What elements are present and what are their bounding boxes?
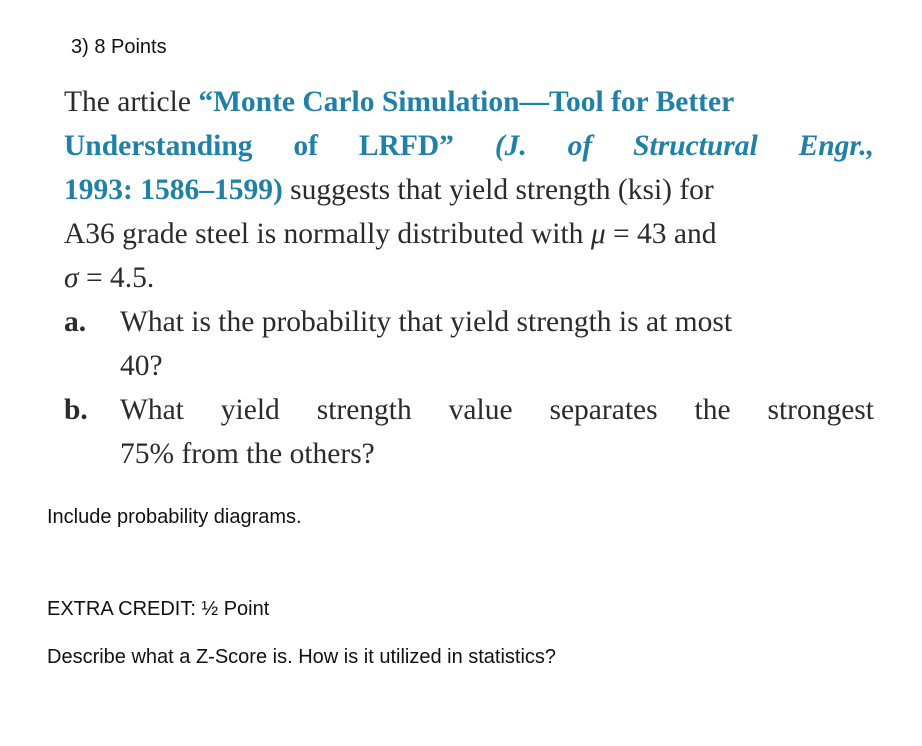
part-b — [64, 388, 874, 476]
journal-citation: (J. of Structural Engr., — [494, 130, 875, 162]
include-diagrams-instruction: Include probability diagrams. — [47, 506, 302, 528]
extra-credit-label: EXTRA CREDIT: ½ Point — [47, 598, 270, 620]
mu-symbol: μ — [590, 218, 606, 250]
question-header: 3) 8 Points — [71, 36, 167, 58]
excerpt-line-4 — [64, 212, 874, 256]
textbook-excerpt — [64, 80, 874, 476]
excerpt-line-1 — [64, 80, 874, 124]
excerpt-line-2 — [64, 124, 874, 168]
excerpt-text-4: A36 grade steel is normally distributed with — [64, 218, 591, 250]
excerpt-text-3: suggests that yield strength (ksi) for — [282, 174, 714, 206]
zscore-question: Describe what a Z-Score is. How is it utilized in statistics? — [47, 646, 557, 668]
excerpt-line-5 — [64, 256, 874, 300]
part-a-line-2: 40? — [120, 350, 163, 382]
sigma-symbol: σ — [64, 262, 79, 294]
article-title-start: “Monte Carlo Simulation—Tool for Better — [198, 86, 735, 118]
excerpt-line-3 — [64, 168, 874, 212]
part-b-letter: b. — [64, 394, 88, 426]
sigma-value: = 4.5. — [78, 262, 155, 294]
part-a — [64, 300, 874, 388]
part-b-line-2: 75% from the others? — [120, 438, 375, 470]
part-a-line-1: What is the probability that yield strength is at most — [120, 306, 733, 338]
article-title-end: Understanding of LRFD” — [64, 130, 454, 162]
citation-year-pages: 1993: 1586–1599) — [64, 174, 283, 206]
excerpt-intro-text: The article — [64, 86, 199, 118]
mu-value: = 43 and — [605, 218, 717, 250]
part-b-line-1: What yield strength value separates the strongest — [120, 394, 874, 426]
part-a-letter: a. — [64, 306, 87, 338]
